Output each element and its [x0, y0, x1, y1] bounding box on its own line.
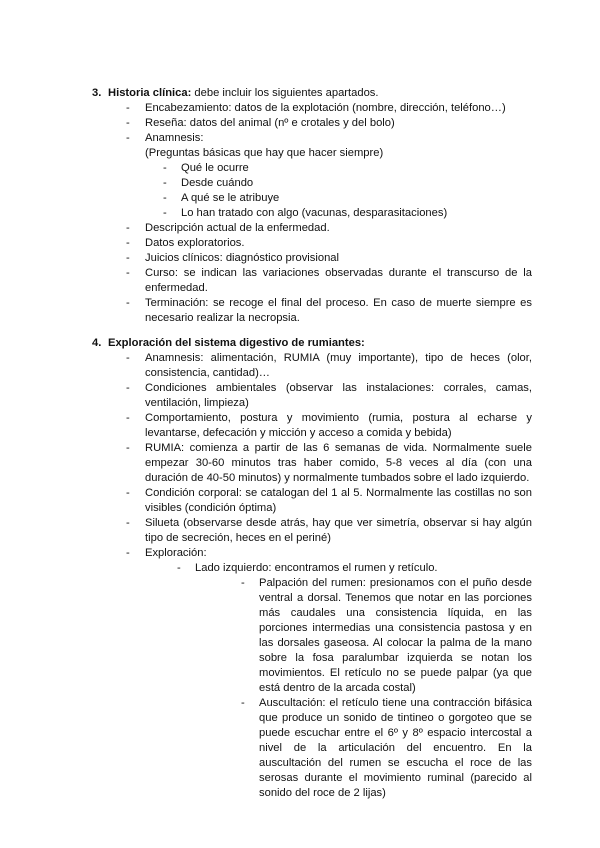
list-item: - Condiciones ambientales (observar las instalaciones: corrales, camas, ventilación, limpieza) — [92, 381, 532, 411]
nested-list-item: - Qué le ocurre — [145, 161, 532, 176]
bullet-list — [92, 351, 532, 801]
nested-list-item-text: - Lado izquierdo: encontramos el rumen y retículo. — [195, 562, 438, 574]
list-item: - Descripción actual de la enfermedad. — [92, 221, 532, 236]
section-historia-clinica — [92, 86, 532, 326]
list-item: - RUMIA: comienza a partir de las 6 semanas de vida. Normalmente suele empezar 30-60 minutos tras haber comido, 5-8 veces al día (con una duración de 40-50 minutos) y normalmente tumbados sobre el lado izquierdo. — [92, 441, 532, 486]
nested-list — [145, 561, 532, 801]
section-intro: debe incluir los siguientes apartados. — [191, 87, 379, 99]
section-number: 3. — [92, 87, 102, 99]
bullet-list — [92, 101, 532, 326]
list-item-text: - Anamnesis: — [145, 132, 204, 144]
list-item: - Reseña: datos del animal (nº e crotales y del bolo) — [92, 116, 532, 131]
section-number: 4. — [92, 337, 102, 349]
nested-list-item: - Lo han tratado con algo (vacunas, desparasitaciones) — [145, 206, 532, 221]
nested-list — [145, 161, 532, 221]
list-item-text: - Exploración: — [145, 547, 207, 559]
section-title: Exploración del sistema digestivo de rumiantes: — [108, 337, 365, 349]
section-exploracion-digestivo — [92, 336, 532, 801]
list-item: - Terminación: se recoge el final del proceso. En caso de muerte siempre es necesario realizar la necropsia. — [92, 296, 532, 326]
list-item: - Datos exploratorios. — [92, 236, 532, 251]
list-item-subtext: (Preguntas básicas que hay que hacer siempre) — [145, 147, 384, 159]
section-title: Historia clínica: — [108, 87, 192, 99]
list-item: - Encabezamiento: datos de la explotación (nombre, dirección, teléfono…) — [92, 101, 532, 116]
deep-list-item-auscultacion: - Auscultación: el retículo tiene una contracción bifásica que produce un sonido de tintineo o gorgoteo que se puede escuchar entre el 6º y 8º espacio intercostal a nivel de la articulación del encuentro. En la auscultación del rumen se escucha el roce de las serosas durante el movimiento ruminal (parecido al sonido del roce de 2 lijas) — [195, 696, 532, 801]
deep-nested-list — [195, 576, 532, 801]
nested-list-item: - A qué se le atribuye — [145, 191, 532, 206]
list-item: - Curso: se indican las variaciones observadas durante el transcurso de la enfermedad. — [92, 266, 532, 296]
deep-list-item-palpacion: - Palpación del rumen: presionamos con el puño desde ventral a dorsal. Tenemos que notar en las porciones más caudales una consistencia líquida, en las porciones intermedias una consistencia pastosa y en las dorsales gaseosa. Al colocar la palma de la mano sobre la fosa paralumbar izquierda se notan los movimientos. El retículo no se puede palpar (ya que está dentro de la arcada costal) — [195, 576, 532, 696]
section-heading — [92, 86, 532, 101]
nested-list-item — [145, 561, 532, 801]
section-heading — [92, 336, 532, 351]
list-item: - Silueta (observarse desde atrás, hay que ver simetría, observar si hay algún tipo de secreción, heces en el periné) — [92, 516, 532, 546]
list-item: - Comportamiento, postura y movimiento (rumia, postura al echarse y levantarse, defecación y micción y acceso a comida y bebida) — [92, 411, 532, 441]
list-item — [92, 546, 532, 801]
list-item: - Condición corporal: se catalogan del 1 al 5. Normalmente las costillas no son visibles (condición óptima) — [92, 486, 532, 516]
list-item — [92, 131, 532, 221]
list-item: - Anamnesis: alimentación, RUMIA (muy importante), tipo de heces (olor, consistencia, cantidad)… — [92, 351, 532, 381]
nested-list-item: - Desde cuándo — [145, 176, 532, 191]
list-item: - Juicios clínicos: diagnóstico provisional — [92, 251, 532, 266]
